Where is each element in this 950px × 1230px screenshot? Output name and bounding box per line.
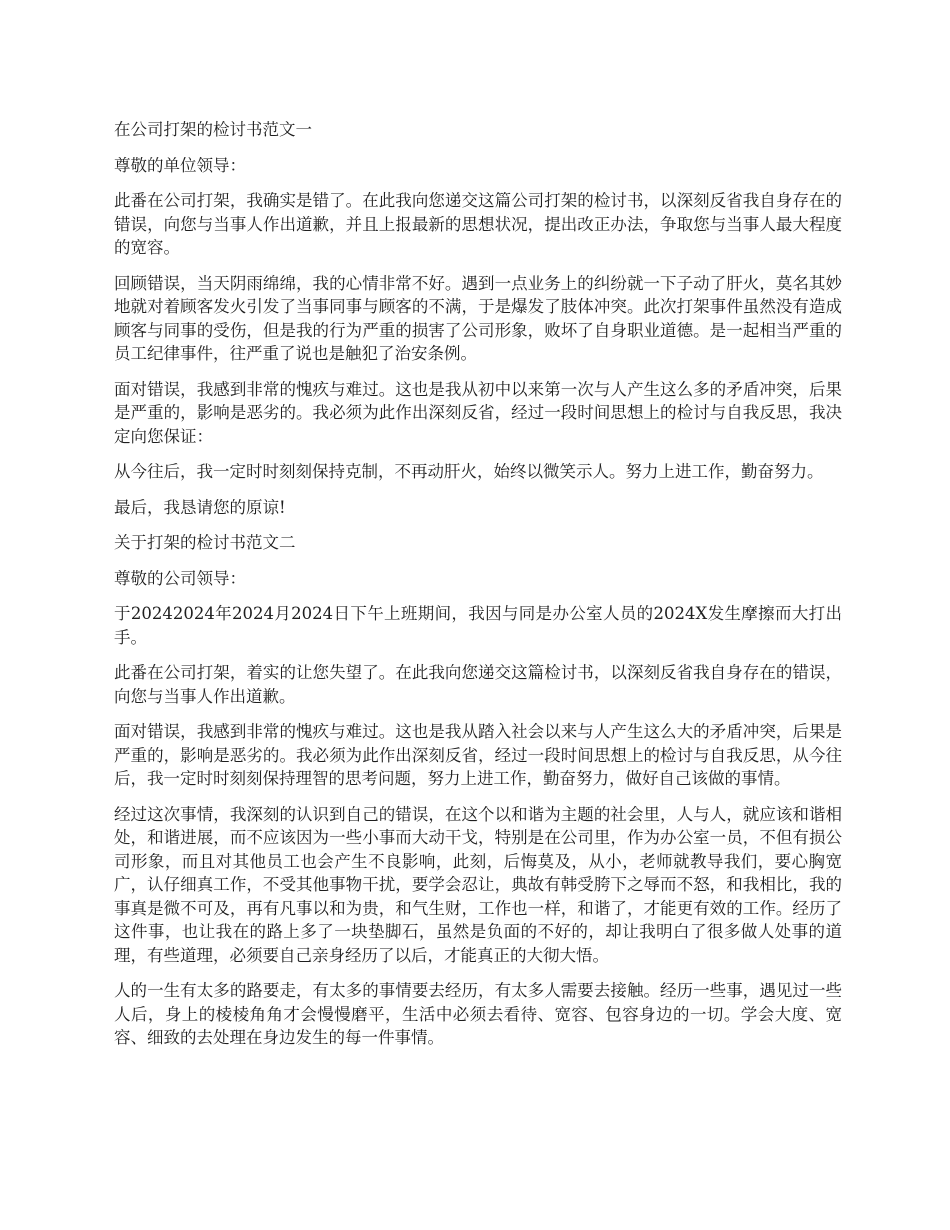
section-title-2: 关于打架的检讨书范文二 [114,533,296,552]
body-paragraph: 从今往后，我一定时时刻刻保持克制，不再动肝火，始终以微笑示人。努力上进工作，勤奋努力。 [114,462,824,481]
body-paragraph: 面对错误，我感到非常的愧疚与难过。这也是我从初中以来第一次与人产生这么多的矛盾冲突，后果是严重的，影响是恶劣的。我必须为此作出深刻反省，经过一段时间思想上的检讨与自我反思，我决定向您保证： [114,379,842,446]
body-paragraph: 面对错误，我感到非常的愧疚与难过。这也是我从踏入社会以来与人产生这么大的矛盾冲突，后果是严重的，影响是恶劣的。我必须为此作出深刻反省，经过一段时间思想上的检讨与自我反思，从今往后，我一定时时刻刻保持理智的思考问题，努力上进工作，勤奋努力，做好自己该做的事情。 [114,722,842,788]
section-title-1: 在公司打架的检讨书范文一 [114,120,312,139]
body-paragraph: 经过这次事情，我深刻的认识到自己的错误，在这个以和谐为主题的社会里，人与人，就应该和谐相处，和谐进展，而不应该因为一些小事而大动干戈，特别是在公司里，作为办公室一员，不但有损公司形象，而且对其他员工也会产生不良影响，此刻，后悔莫及，从小，老师就教导我们，要心胸宽广，认仔细真工作，不受其他事物干扰，要学会忍让，典故有韩受胯下之辱而不怒，和我相比，我的事真是微不可及，再有凡事以和为贵，和气生财，工作也一样，和谐了，才能更有效的工作。经历了这件事，也让我在的路上多了一块垫脚石，虽然是负面的不好的，却让我明白了很多做人处事的道理，有些道理，必须要自己亲身经历了以后，才能真正的大彻大悟。 [114,804,842,965]
body-paragraph: 于20242024年2024月2024日下午上班期间，我因与同是办公室人员的2024X发生摩擦而大打出手。 [114,604,842,647]
salutation-1: 尊敬的单位领导： [114,155,246,175]
body-paragraph: 回顾错误，当天阴雨绵绵，我的心情非常不好。遇到一点业务上的纠纷就一下子动了肝火，莫名其妙地就对着顾客发火引发了当事同事与顾客的不满，于是爆发了肢体冲突。此次打架事件虽然没有造成顾客与同事的受伤，但是我的行为严重的损害了公司形象，败坏了自身职业道德。是一起相当严重的员工纪律事件，往严重了说也是触犯了治安条例。 [114,273,842,363]
body-paragraph: 人的一生有太多的路要走，有太多的事情要去经历，有太多人需要去接触。经历一些事，遇见过一些人后，身上的棱棱角角才会慢慢磨平，生活中必须去看待、宽容、包容身边的一切。学会大度、宽容、细致的去处理在身边发生的每一件事情。 [114,981,842,1047]
closing-line: 最后，我恳请您的原谅! [114,497,286,517]
salutation-2: 尊敬的公司领导： [114,568,246,588]
body-paragraph: 此番在公司打架，我确实是错了。在此我向您递交这篇公司打架的检讨书，以深刻反省我自身存在的错误，向您与当事人作出道歉，并且上报最新的思想状况，提出改正办法，争取您与当事人最大程度的宽容。 [114,191,842,257]
document-body [114,118,842,1062]
body-paragraph: 此番在公司打架，着实的让您失望了。在此我向您递交这篇检讨书，以深刻反省我自身存在的错误，向您与当事人作出道歉。 [114,663,842,706]
